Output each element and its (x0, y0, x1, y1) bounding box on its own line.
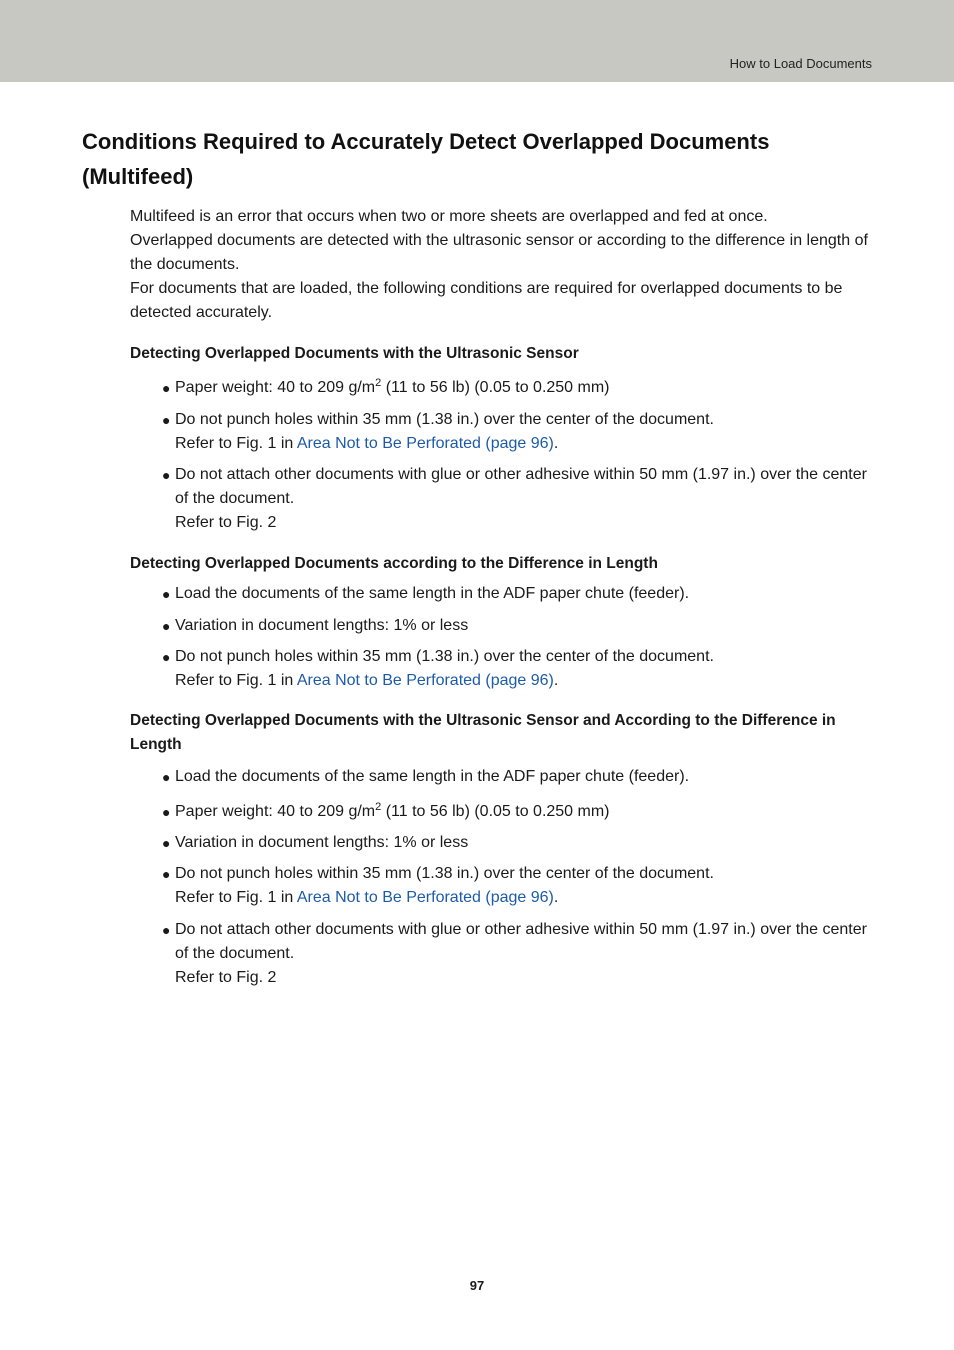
page-title: Conditions Required to Accurately Detect Overlapped Documents (Multifeed) (82, 129, 770, 189)
period: . (553, 435, 559, 452)
paper-weight-text: (11 to 56 lb) (0.05 to 0.250 mm) (381, 803, 610, 820)
period: . (553, 672, 559, 689)
same-length-text: Load the documents of the same length in the ADF paper chute (feeder). (175, 585, 690, 602)
glue-text: Do not attach other documents with glue or other adhesive within 50 mm (1.97 in.) over the center of the document. (175, 466, 867, 507)
bullet-icon: ● (162, 649, 171, 665)
refer-text: Refer to Fig. 1 in (175, 889, 297, 906)
list-item (162, 582, 872, 606)
refer-line (175, 886, 872, 910)
refer-fig2-text: Refer to Fig. 2 (175, 969, 277, 986)
list-item (162, 614, 872, 638)
bullet-icon: ● (162, 922, 171, 938)
intro-paragraph: Multifeed is an error that occurs when two or more sheets are overlapped and fed at once. (130, 208, 768, 225)
punch-holes-text: Do not punch holes within 35 mm (1.38 in.) over the center of the document. (175, 648, 714, 665)
intro-paragraph: Overlapped documents are detected with the ultrasonic sensor or according to the difference in length of the documents. (130, 232, 868, 273)
bullet-icon: ● (162, 467, 171, 483)
list-item (162, 463, 872, 535)
section-heading-ultrasonic: Detecting Overlapped Documents with the Ultrasonic Sensor (130, 345, 579, 362)
paper-weight-text: Paper weight: 40 to 209 g/m (175, 803, 376, 820)
same-length-text: Load the documents of the same length in the ADF paper chute (feeder). (175, 768, 690, 785)
intro-text (130, 205, 870, 325)
section-heading-length: Detecting Overlapped Documents according to the Difference in Length (130, 555, 658, 572)
list-item (162, 800, 872, 824)
bullet-icon: ● (162, 804, 171, 820)
list-item (162, 376, 872, 400)
bullet-icon: ● (162, 380, 171, 396)
list-item (162, 645, 872, 693)
page-header (0, 0, 954, 82)
punch-holes-text: Do not punch holes within 35 mm (1.38 in.) over the center of the document. (175, 865, 714, 882)
page-number: 97 (469, 1278, 485, 1293)
superscript: 2 (375, 801, 382, 813)
refer-text: Refer to Fig. 1 in (175, 435, 297, 452)
bullet-icon: ● (162, 769, 171, 785)
variation-text: Variation in document lengths: 1% or less (175, 834, 469, 851)
bullet-icon: ● (162, 586, 171, 602)
bullet-icon: ● (162, 866, 171, 882)
refer-fig2-text: Refer to Fig. 2 (175, 514, 277, 531)
list-item (162, 862, 872, 910)
list-item (162, 408, 872, 456)
refer-text: Refer to Fig. 1 in (175, 672, 297, 689)
area-not-perforated-link[interactable]: Area Not to Be Perforated (page 96) (296, 672, 554, 689)
refer-line (175, 669, 872, 693)
area-not-perforated-link[interactable]: Area Not to Be Perforated (page 96) (296, 889, 554, 906)
paper-weight-text: Paper weight: 40 to 209 g/m (175, 379, 376, 396)
bullet-icon: ● (162, 412, 171, 428)
intro-paragraph: For documents that are loaded, the following conditions are required for overlapped documents to be detected accurately. (130, 280, 843, 321)
bullet-icon: ● (162, 618, 171, 634)
paper-weight-text: (11 to 56 lb) (0.05 to 0.250 mm) (381, 379, 610, 396)
refer-line (175, 432, 872, 456)
list-item (162, 918, 872, 990)
list-item (162, 831, 872, 855)
glue-text: Do not attach other documents with glue or other adhesive within 50 mm (1.97 in.) over the center of the document. (175, 921, 867, 962)
area-not-perforated-link[interactable]: Area Not to Be Perforated (page 96) (296, 435, 554, 452)
period: . (553, 889, 559, 906)
bullet-icon: ● (162, 835, 171, 851)
variation-text: Variation in document lengths: 1% or less (175, 617, 469, 634)
punch-holes-text: Do not punch holes within 35 mm (1.38 in.) over the center of the document. (175, 411, 714, 428)
section-heading-ultrasonic-and-length: Detecting Overlapped Documents with the Ultrasonic Sensor and According to the Difference in Length (130, 712, 836, 753)
superscript: 2 (375, 377, 382, 389)
list-item (162, 765, 872, 789)
header-section-title: How to Load Documents (729, 56, 872, 71)
